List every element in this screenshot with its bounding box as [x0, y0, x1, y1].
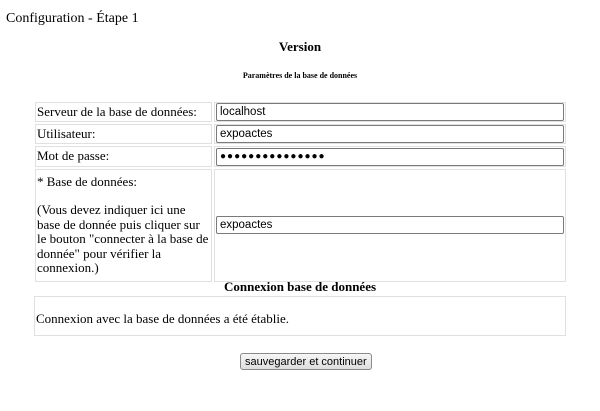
database-label: * Base de données: [37, 173, 138, 189]
password-label: Mot de passe: [35, 146, 212, 167]
database-row [35, 169, 566, 282]
user-row [35, 124, 566, 144]
save-continue-button[interactable]: sauvegarder et continuer [240, 353, 372, 370]
page-title: Configuration - Étape 1 [6, 11, 139, 26]
user-input[interactable] [216, 125, 564, 143]
db-config-form [33, 100, 568, 284]
password-row [35, 146, 566, 167]
db-params-heading: Paramètres de la base de données [242, 71, 358, 80]
connection-heading: Connexion base de données [223, 279, 377, 294]
version-heading: Version [278, 39, 322, 54]
server-label: Serveur de la base de données: [35, 102, 212, 122]
server-input[interactable] [216, 103, 564, 121]
user-label: Utilisateur: [35, 124, 212, 144]
server-row [35, 102, 566, 122]
connection-status [34, 296, 566, 336]
database-help-text: (Vous devez indiquer ici une base de donnée puis cliquer sur le bouton "connecter à la base de donnée" pour vérifier la connexion.) [37, 202, 209, 275]
password-input[interactable] [216, 148, 564, 166]
connection-status-text: Connexion avec la base de données a été établie. [36, 311, 290, 326]
database-input[interactable] [216, 216, 564, 234]
